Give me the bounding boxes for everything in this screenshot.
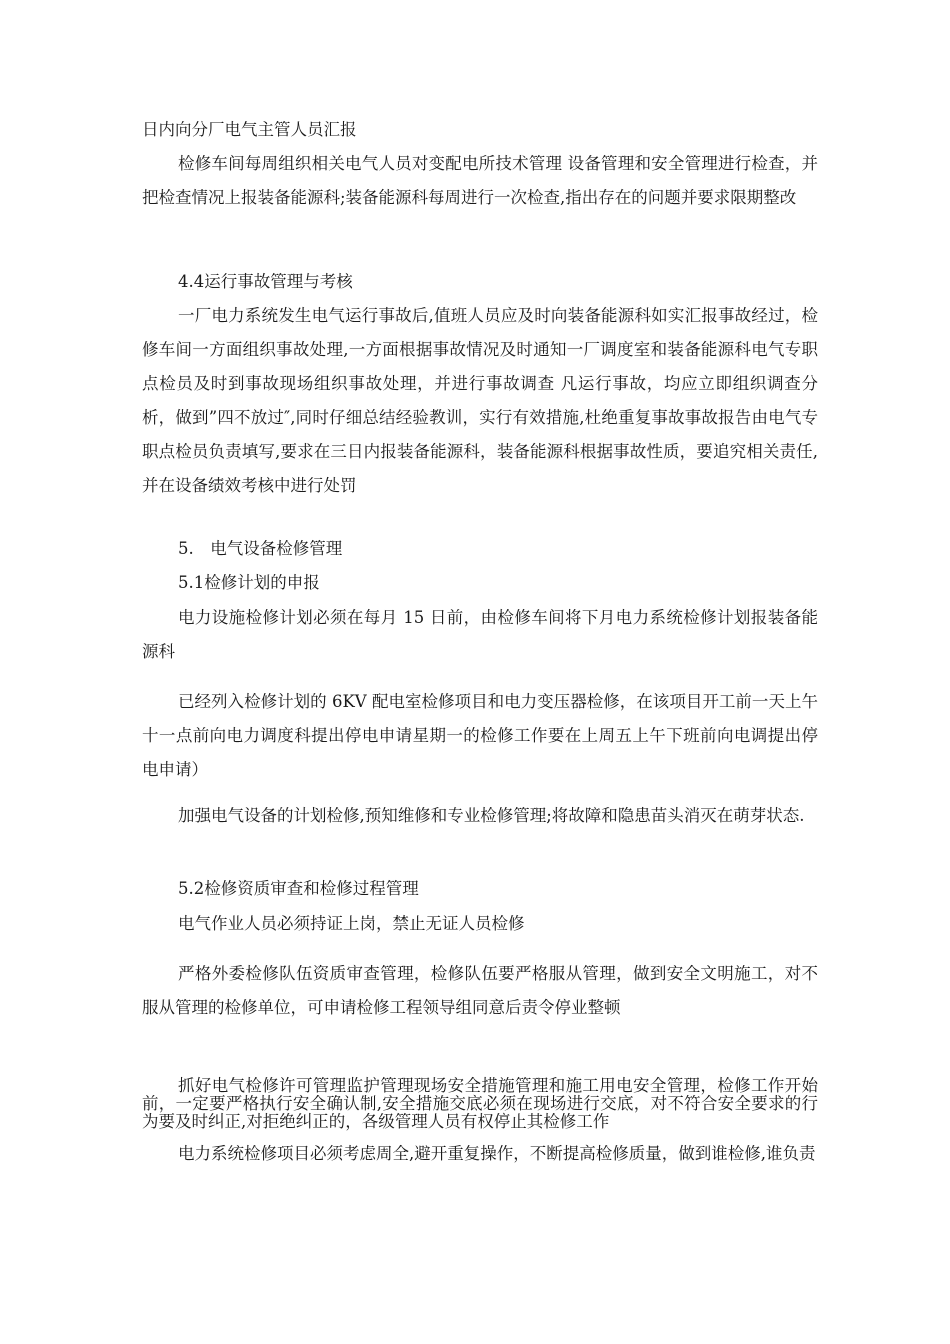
paragraph-responsibility: 电力系统检修项目必须考虑周全,避开重复操作，不断提高检修质量，做到谁检修,谁负责	[178, 1144, 816, 1163]
heading-5-1-plan-application: 5.1检修计划的申报	[178, 573, 320, 592]
paragraph-outage-request: 已经列入检修计划的 6KV 配电室检修项目和电力变压器检修，在该项目开工前一天上午十一点前向电力调度科提出停电申请星期一的检修工作要在上周五上午下班前向电调提出停电申请）	[142, 692, 818, 779]
paragraph-plan-deadline: 电力设施检修计划必须在每月 15 日前，由检修车间将下月电力系统检修计划报装备能源科	[142, 608, 818, 661]
heading-5-maintenance-management: 5. 电气设备检修管理	[178, 539, 343, 558]
paragraph-planned-maintenance: 加强电气设备的计划检修,预知维修和专业检修管理;将故障和隐患苗头消灭在萌芽状态.	[178, 806, 805, 825]
paragraph-report-supervisor: 日内向分厂电气主管人员汇报	[142, 120, 357, 139]
heading-4-4-accident-management: 4.4运行事故管理与考核	[178, 272, 353, 291]
paragraph-certified-personnel: 电气作业人员必须持证上岗，禁止无证人员检修	[178, 914, 525, 933]
paragraph-accident-handling: 一厂电力系统发生电气运行事故后,值班人员应及时向装备能源科如实汇报事故经过，检修车间一方面组织事故处理,一方面根据事故情况及时通知一厂调度室和装备能源科电气专职点检员及时到事故现场组织事故处理，并进行事故调查 凡运行事故，均应立即组织调查分析，做到”四不放过″,同时仔细总结经验教训，实行有效措施,杜绝重复事故事故报告由电气专职点检员负责填写,要求在三日内报装备能源科，装备能源科根据事故性质，要追究相关责任,并在设备绩效考核中进行处罚	[142, 306, 818, 495]
paragraph-contractor-review: 严格外委检修队伍资质审查管理，检修队伍要严格服从管理，做到安全文明施工，对不服从管理的检修单位，可申请检修工程领导组同意后责令停业整顿	[142, 964, 818, 1017]
paragraph-permit-management: 抓好电气检修许可管理监护管理现场安全措施管理和施工用电安全管理，检修工作开始前，一定要严格执行安全确认制,安全措施交底必须在现场进行交底，对不符合安全要求的行为要及时纠正,对拒绝纠正的，各级管理人员有权停止其检修工作	[142, 1076, 818, 1131]
paragraph-weekly-inspection: 检修车间每周组织相关电气人员对变配电所技术管理 设备管理和安全管理进行检查，并把检查情况上报装备能源科;装备能源科每周进行一次检查,指出存在的问题并要求限期整改	[142, 154, 818, 207]
heading-5-2-qualification-review: 5.2检修资质审查和检修过程管理	[178, 879, 419, 898]
